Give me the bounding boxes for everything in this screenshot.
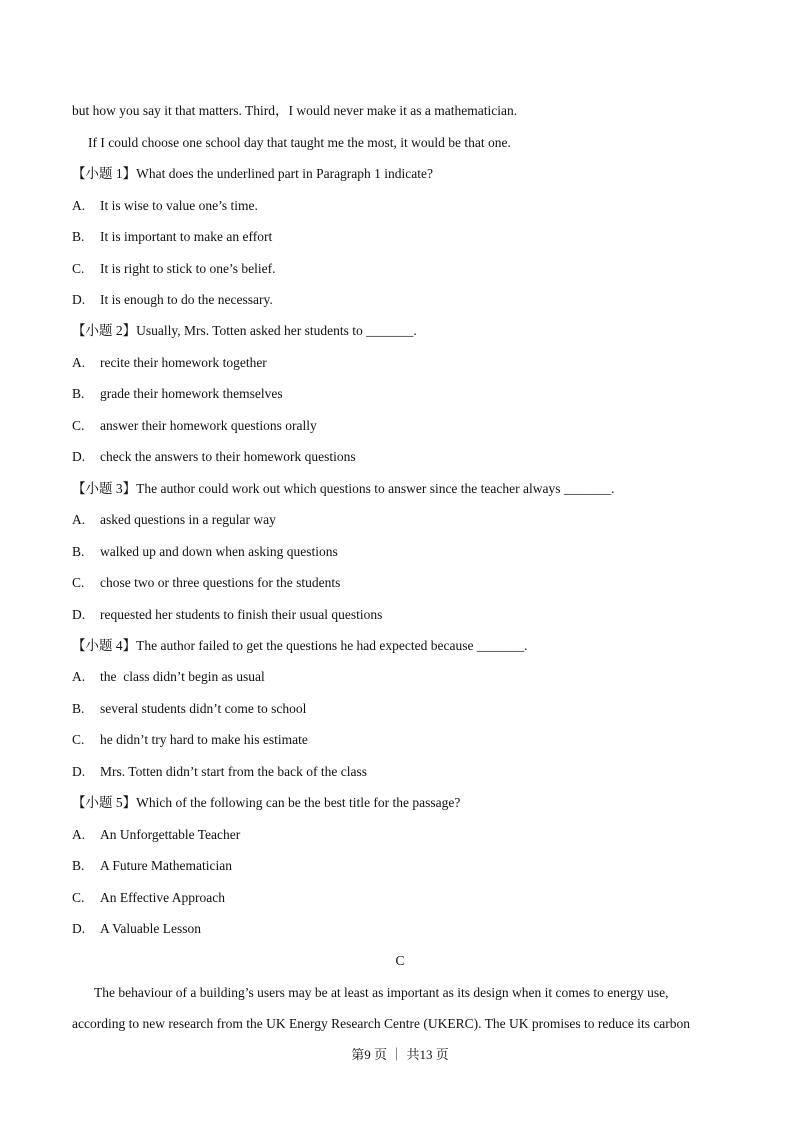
option-text: chose two or three questions for the students bbox=[100, 575, 341, 590]
option-letter: D. bbox=[72, 292, 86, 307]
option-letter: C. bbox=[72, 890, 85, 905]
option-letter: C. bbox=[72, 418, 85, 433]
option-text: A Future Mathematician bbox=[100, 858, 232, 873]
option-text: asked questions in a regular way bbox=[100, 512, 276, 527]
option-text: It is right to stick to one’s belief. bbox=[100, 261, 276, 276]
intro-line-2: If I could choose one school day that taught me the most, it would be that one. bbox=[88, 135, 511, 150]
question-4-option-a bbox=[72, 668, 265, 686]
option-text: requested her students to finish their usual questions bbox=[100, 607, 383, 622]
section-heading: C bbox=[395, 953, 405, 968]
question-1-option-d bbox=[72, 291, 273, 309]
option-letter: D. bbox=[72, 607, 86, 622]
option-letter: A. bbox=[72, 669, 86, 684]
option-letter: A. bbox=[72, 827, 86, 842]
option-text: walked up and down when asking questions bbox=[100, 544, 338, 559]
option-text: recite their homework together bbox=[100, 355, 267, 370]
question-2-option-b bbox=[72, 385, 283, 403]
option-text: It is important to make an effort bbox=[100, 229, 273, 244]
passage-line-1: The behaviour of a building’s users may be at least as important as its design when it comes to energy use, bbox=[94, 985, 669, 1000]
option-text: several students didn’t come to school bbox=[100, 701, 307, 716]
question-3-option-d bbox=[72, 606, 382, 624]
option-letter: D. bbox=[72, 449, 86, 464]
question-5-text: Which of the following can be the best title for the passage? bbox=[136, 795, 461, 810]
page-footer: 第9 页 ｜ 共13 页 bbox=[351, 1047, 449, 1062]
question-3-option-c bbox=[72, 574, 340, 592]
question-1-option-c bbox=[72, 260, 275, 278]
option-letter: D. bbox=[72, 921, 86, 936]
option-letter: C. bbox=[72, 261, 85, 276]
option-letter: B. bbox=[72, 701, 85, 716]
option-text: It is enough to do the necessary. bbox=[100, 292, 273, 307]
question-2 bbox=[72, 322, 417, 340]
option-text: check the answers to their homework questions bbox=[100, 449, 356, 464]
option-text: Mrs. Totten didn’t start from the back of the class bbox=[100, 764, 368, 779]
question-1-option-b bbox=[72, 228, 272, 246]
option-text: grade their homework themselves bbox=[100, 386, 283, 401]
question-1-option-a bbox=[72, 197, 258, 215]
option-text: the class didn’t begin as usual bbox=[100, 669, 265, 684]
question-5-option-d bbox=[72, 920, 201, 938]
passage-line-2: according to new research from the UK Energy Research Centre (UKERC). The UK promises to reduce its carbon bbox=[72, 1016, 691, 1031]
question-4 bbox=[72, 637, 528, 655]
question-3-text: The author could work out which questions to answer since the teacher always _______. bbox=[136, 481, 615, 496]
question-4-option-c bbox=[72, 731, 308, 749]
question-5 bbox=[72, 794, 460, 812]
option-letter: B. bbox=[72, 544, 85, 559]
option-text: An Unforgettable Teacher bbox=[100, 827, 241, 842]
question-4-label: 【小题 4】 bbox=[72, 638, 137, 653]
question-3 bbox=[72, 480, 615, 498]
option-text: answer their homework questions orally bbox=[100, 418, 317, 433]
question-4-option-d bbox=[72, 763, 367, 781]
option-letter: B. bbox=[72, 386, 85, 401]
question-5-option-a bbox=[72, 826, 240, 844]
question-3-label: 【小题 3】 bbox=[72, 481, 137, 496]
question-2-option-d bbox=[72, 448, 356, 466]
question-2-option-c bbox=[72, 417, 317, 435]
option-text: he didn’t try hard to make his estimate bbox=[100, 732, 308, 747]
option-letter: B. bbox=[72, 858, 85, 873]
question-3-option-b bbox=[72, 543, 338, 561]
question-2-label: 【小题 2】 bbox=[72, 323, 137, 338]
question-2-text: Usually, Mrs. Totten asked her students to _______. bbox=[136, 323, 417, 338]
question-4-text: The author failed to get the questions he had expected because _______. bbox=[136, 638, 528, 653]
question-1-label: 【小题 1】 bbox=[72, 166, 137, 181]
option-letter: B. bbox=[72, 229, 85, 244]
option-text: It is wise to value one’s time. bbox=[100, 198, 258, 213]
option-letter: C. bbox=[72, 575, 85, 590]
option-letter: C. bbox=[72, 732, 85, 747]
question-1-text: What does the underlined part in Paragraph 1 indicate? bbox=[136, 166, 434, 181]
question-4-option-b bbox=[72, 700, 306, 718]
option-letter: A. bbox=[72, 355, 86, 370]
question-1 bbox=[72, 165, 433, 183]
option-letter: A. bbox=[72, 512, 86, 527]
option-letter: D. bbox=[72, 764, 86, 779]
question-5-label: 【小题 5】 bbox=[72, 795, 137, 810]
question-3-option-a bbox=[72, 511, 276, 529]
option-letter: A. bbox=[72, 198, 86, 213]
option-text: A Valuable Lesson bbox=[100, 921, 201, 936]
question-2-option-a bbox=[72, 354, 267, 372]
question-5-option-c bbox=[72, 889, 225, 907]
intro-line-1: but how you say it that matters. Third，I would never make it as a mathematician. bbox=[72, 103, 518, 118]
option-text: An Effective Approach bbox=[100, 890, 225, 905]
question-5-option-b bbox=[72, 857, 232, 875]
